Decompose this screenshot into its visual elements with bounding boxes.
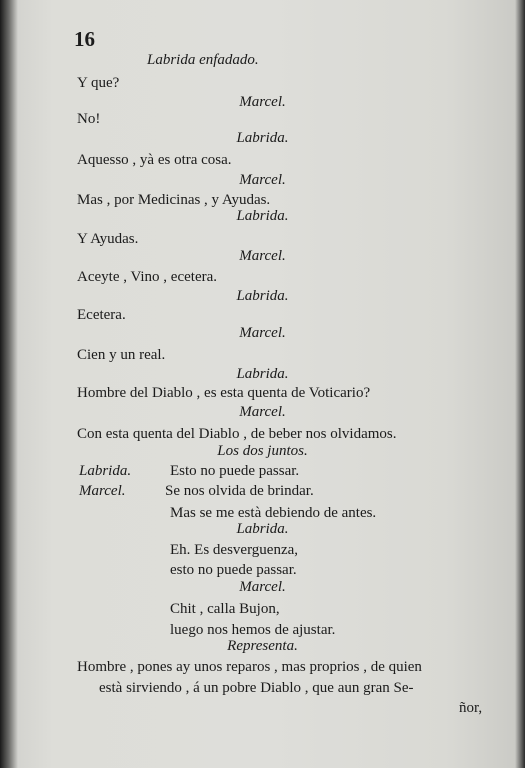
speaker-name: Labrida. <box>236 130 289 146</box>
speaker-name: Labrida. <box>236 366 289 382</box>
dialogue-line: Mas , por Medicinas , y Ayudas. <box>77 192 271 208</box>
speaker-name: Marcel. <box>239 404 286 420</box>
dialogue-line: ñor, <box>459 700 483 716</box>
speaker-name: Marcel. <box>239 579 286 595</box>
dialogue-line: Cien y un real. <box>77 347 166 363</box>
speaker-name: Labrida. <box>236 208 289 224</box>
dialogue-line: Y que? <box>77 75 120 91</box>
dialogue-line: Aquesso , yà es otra cosa. <box>77 152 232 168</box>
dialogue-line: No! <box>77 111 101 127</box>
dialogue-line: Hombre , pones ay unos reparos , mas proprios , de quien <box>77 659 422 675</box>
dialogue-line: està sirviendo , á un pobre Diablo , que aun gran Se- <box>99 680 414 696</box>
speaker-name: Representa. <box>227 638 298 654</box>
dialogue-line: Con esta quenta del Diablo , de beber nos olvidamos. <box>77 426 397 442</box>
dialogue-line: Hombre del Diablo , es esta quenta de Voticario? <box>77 385 371 401</box>
speaker-name: Labrida. <box>236 521 289 537</box>
dialogue-line: Y Ayudas. <box>77 231 139 247</box>
page-number: 16 <box>74 27 95 51</box>
dialogue-line: Se nos olvida de brindar. <box>165 483 314 499</box>
dialogue-line: Esto no puede passar. <box>170 463 300 479</box>
dialogue-line: Aceyte , Vino , ecetera. <box>77 269 218 285</box>
stage-direction-heading: Labrida enfadado. <box>147 52 259 68</box>
dialogue-line: Mas se me està debiendo de antes. <box>170 505 377 521</box>
speaker-label: Labrida. <box>79 463 132 479</box>
speaker-name: Marcel. <box>239 248 286 264</box>
speaker-name: Los dos juntos. <box>217 443 308 459</box>
speaker-name: Marcel. <box>239 325 286 341</box>
dialogue-line: Ecetera. <box>77 307 126 323</box>
dialogue-line: esto no puede passar. <box>170 562 297 578</box>
speaker-name: Marcel. <box>239 172 286 188</box>
dialogue-line: Eh. Es desverguenza, <box>170 542 299 558</box>
speaker-name: Marcel. <box>239 94 286 110</box>
dialogue-line: Chit , calla Bujon, <box>170 601 280 617</box>
dialogue-line: luego nos hemos de ajustar. <box>170 622 336 638</box>
speaker-label: Marcel. <box>79 483 126 499</box>
speaker-name: Labrida. <box>236 288 289 304</box>
